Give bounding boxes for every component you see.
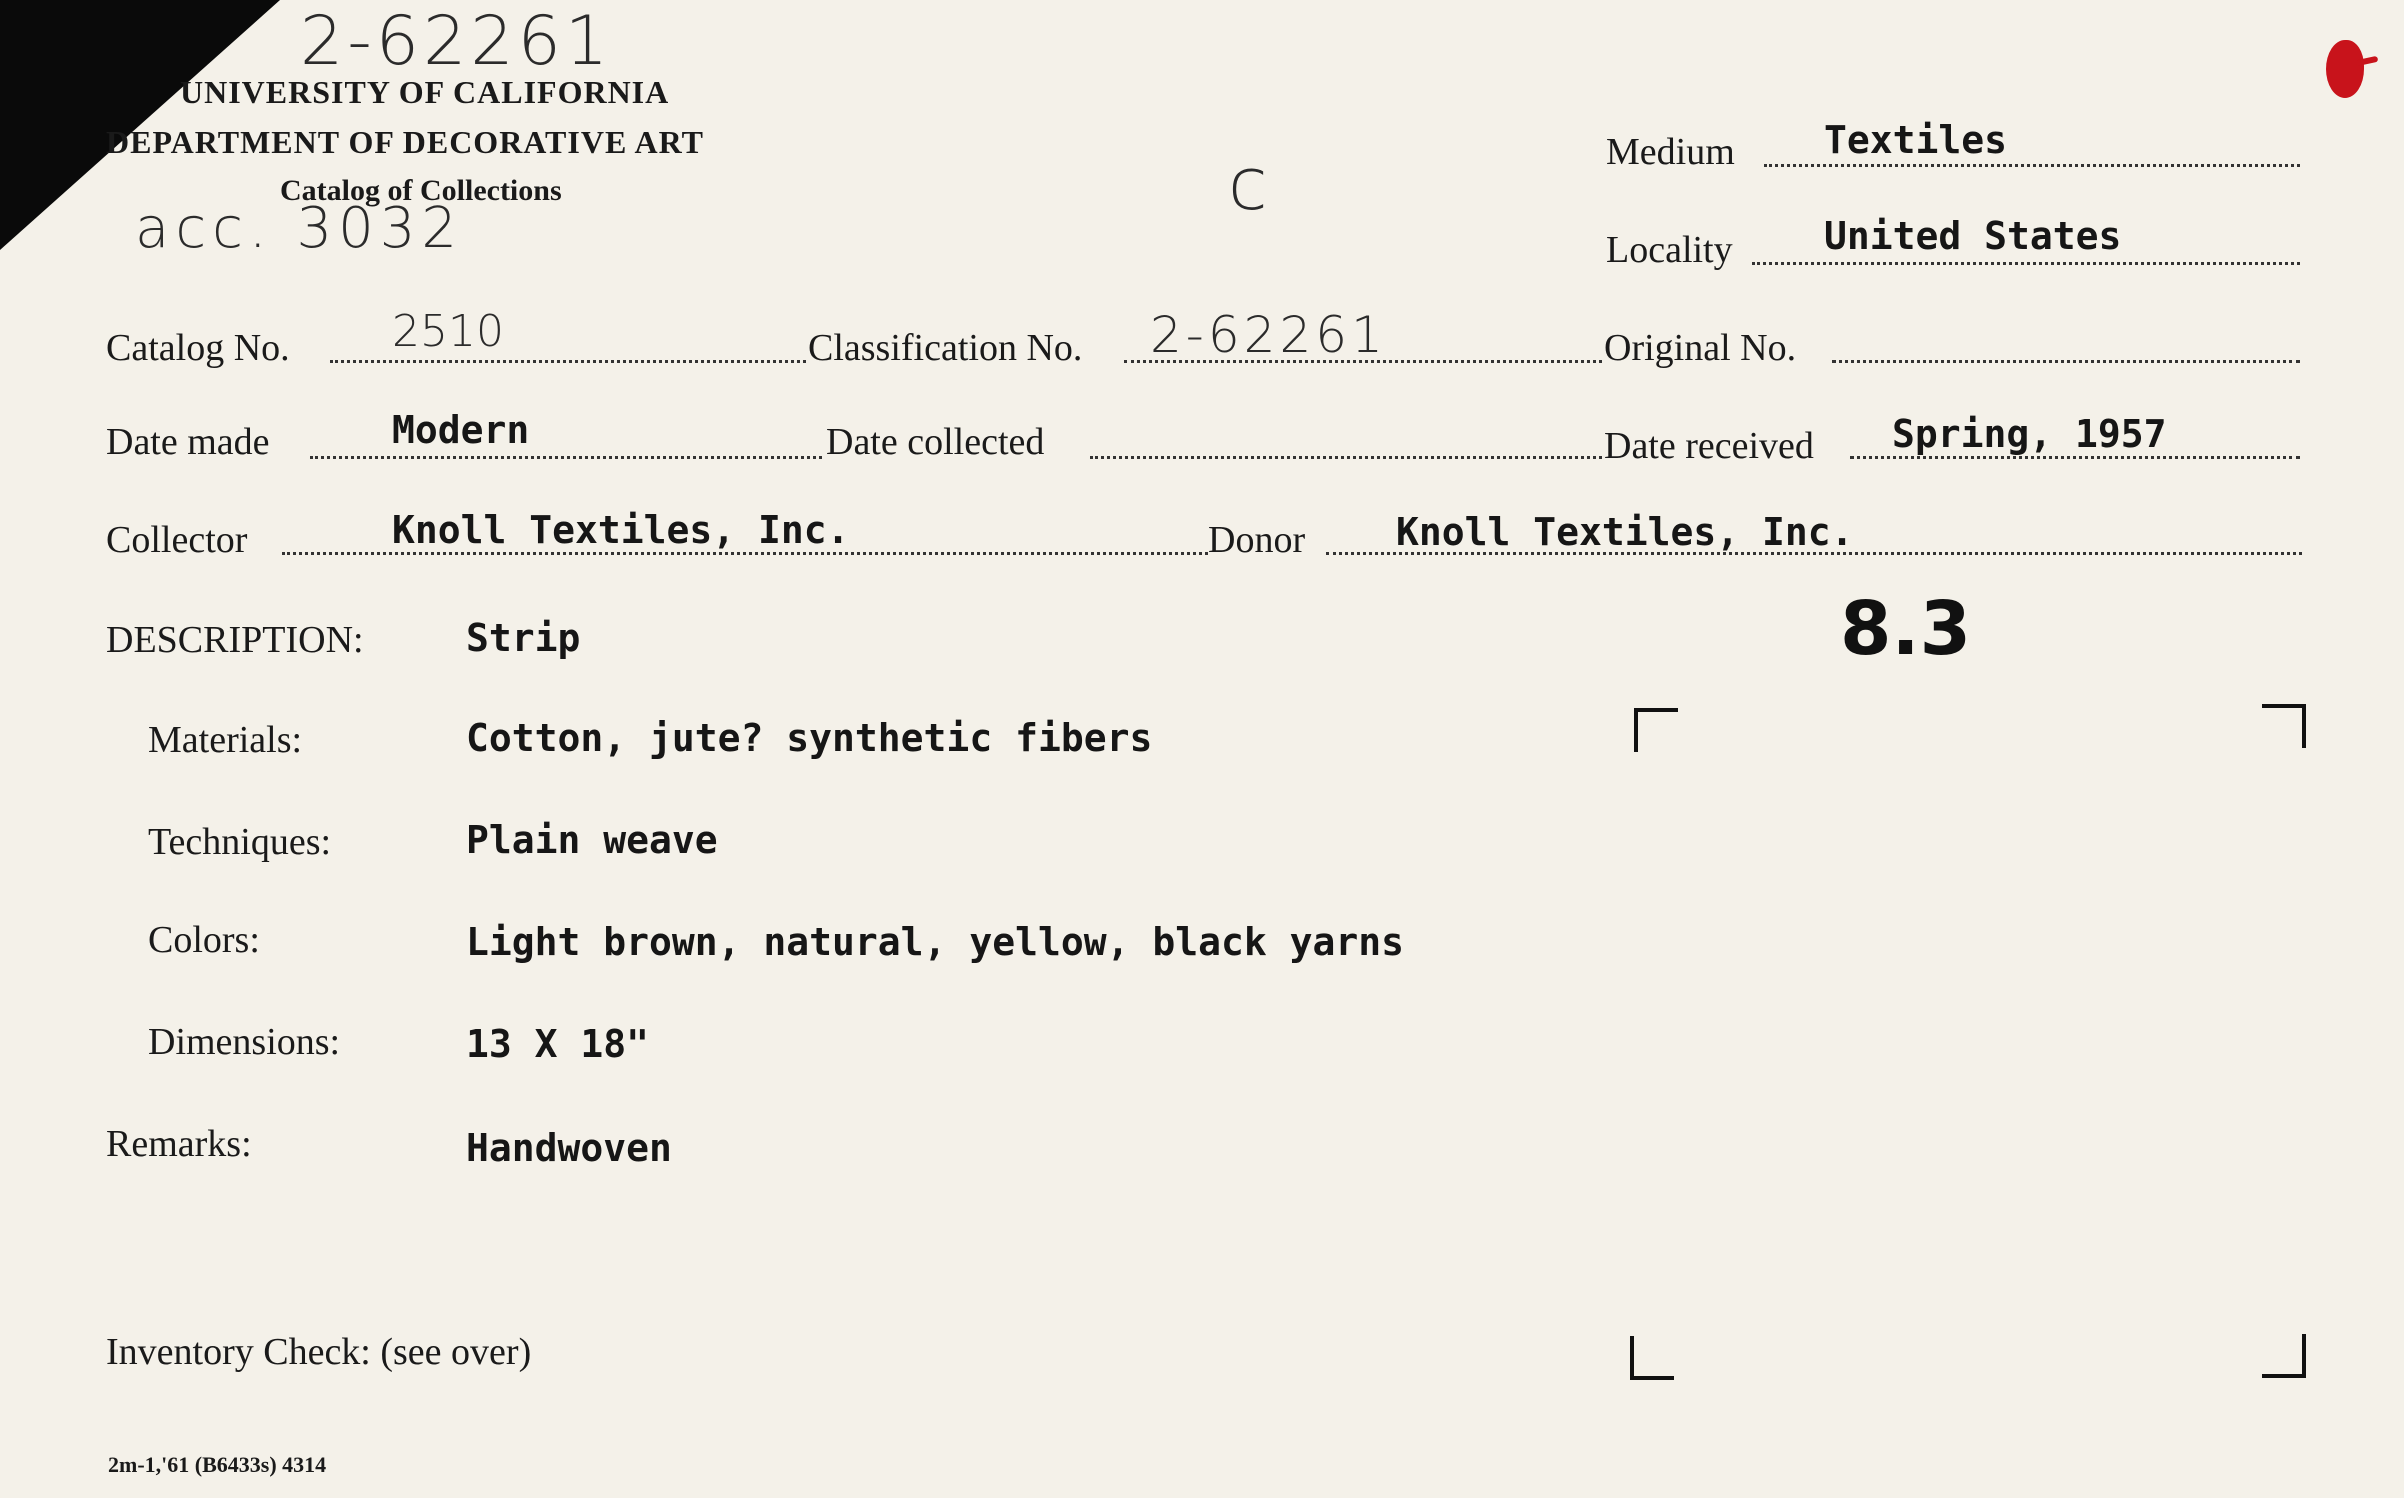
colors-value: Light brown, natural, yellow, black yarns (466, 920, 1404, 964)
dimensions-label: Dimensions: (148, 1021, 341, 1063)
remarks-label: Remarks: (106, 1123, 252, 1165)
catalog-no-value: 2510 (392, 306, 504, 357)
footer-code: 2m-1,'61 (B6433s) 4314 (108, 1452, 327, 1477)
original-no-line (1832, 360, 2300, 363)
frame-corner-top-left (1634, 708, 1678, 752)
date-made-value: Modern (392, 408, 530, 452)
shelf-number: 8.3 (1840, 586, 1972, 672)
date-received-line (1850, 456, 2300, 459)
catalog-no-label: Catalog No. (106, 327, 290, 369)
colors-label: Colors: (148, 919, 260, 961)
collector-label: Collector (106, 519, 248, 561)
classification-no-value: 2-62261 (1150, 306, 1387, 364)
collector-value: Knoll Textiles, Inc. (392, 508, 850, 552)
date-made-label: Date made (106, 421, 270, 463)
date-collected-line (1090, 456, 1602, 459)
date-received-label: Date received (1604, 425, 1814, 467)
description-value: Strip (466, 616, 581, 660)
dimensions-value: 13 X 18" (466, 1022, 650, 1066)
techniques-value: Plain weave (466, 818, 718, 862)
materials-label: Materials: (148, 719, 303, 761)
frame-corner-top-right (2262, 704, 2306, 748)
frame-corner-bottom-right (2262, 1334, 2306, 1378)
date-collected-label: Date collected (826, 421, 1045, 463)
medium-line (1764, 164, 2300, 167)
locality-label: Locality (1606, 229, 1733, 271)
locality-line (1752, 262, 2300, 265)
description-label: DESCRIPTION: (106, 619, 364, 661)
date-received-value: Spring, 1957 (1892, 412, 2167, 456)
header-subtitle: Catalog of Collections (280, 174, 562, 207)
header-university: UNIVERSITY OF CALIFORNIA (180, 74, 670, 110)
handwritten-classification-top: 2-62261 (300, 2, 613, 81)
original-no-label: Original No. (1604, 327, 1797, 369)
techniques-label: Techniques: (148, 821, 332, 863)
classification-no-label: Classification No. (808, 327, 1083, 369)
handwritten-mark: c (1228, 142, 1268, 226)
collector-line (282, 552, 1208, 555)
donor-label: Donor (1208, 519, 1306, 561)
frame-corner-bottom-left (1630, 1336, 1674, 1380)
locality-value: United States (1824, 214, 2122, 258)
inventory-check: Inventory Check: (see over) (106, 1331, 532, 1373)
medium-value: Textiles (1824, 118, 2008, 162)
red-tab-marker (2326, 40, 2364, 98)
donor-value: Knoll Textiles, Inc. (1396, 510, 1854, 554)
remarks-value: Handwoven (466, 1126, 672, 1170)
catalog-no-line (330, 360, 806, 363)
header-department: DEPARTMENT OF DECORATIVE ART (106, 124, 704, 160)
medium-label: Medium (1606, 131, 1735, 173)
date-made-line (310, 456, 822, 459)
materials-value: Cotton, jute? synthetic fibers (466, 716, 1153, 760)
handwritten-accession: acc. 3032 (135, 196, 464, 261)
